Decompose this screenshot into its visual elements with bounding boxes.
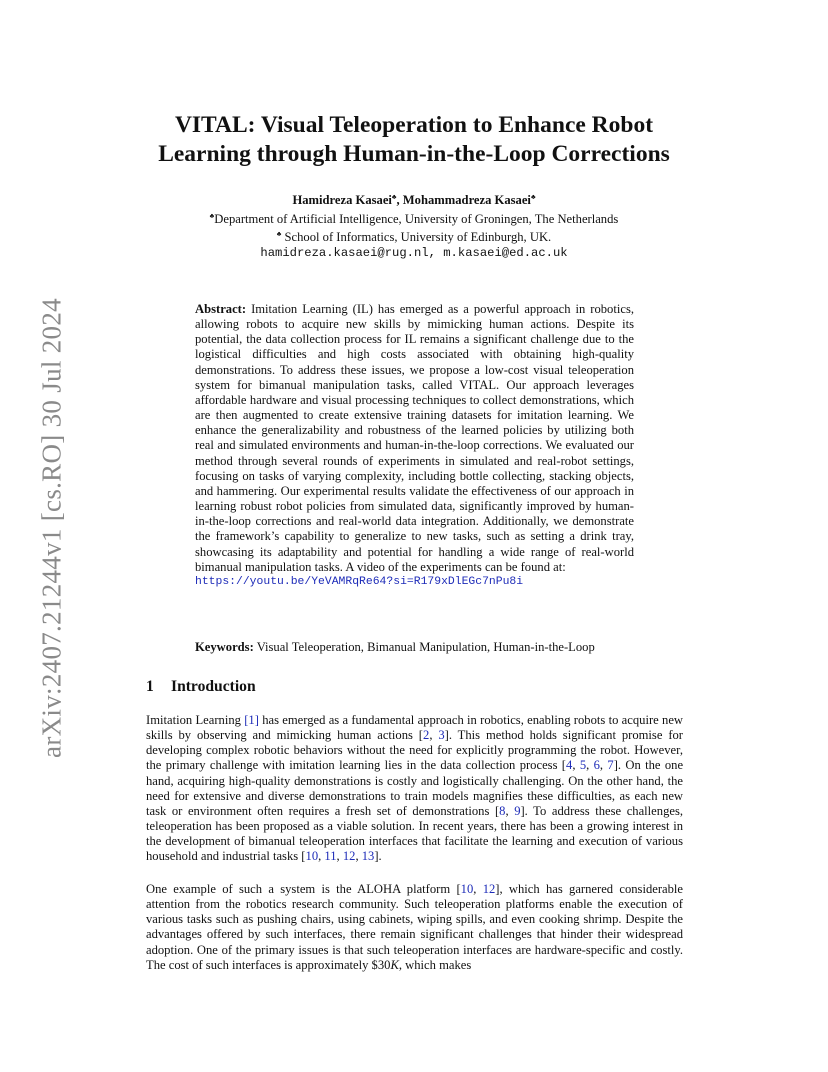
author-1: Hamidreza Kasaei bbox=[292, 193, 392, 207]
author-emails[interactable]: hamidreza.kasaei@rug.nl, m.kasaei@ed.ac.uk bbox=[260, 245, 568, 260]
keywords bbox=[195, 640, 655, 655]
paragraph-text: ]. To address these challenges, teleoperation has been proposed as a viable solution. In recent years, there has been a growing interest in the development of bimanual teleoperation interfaces that facilitate the learning and execution of various household and industrial tasks [ bbox=[146, 803, 684, 864]
paragraph-text: , bbox=[586, 758, 594, 773]
citation-link[interactable]: 8 bbox=[499, 803, 506, 818]
citation-link[interactable]: 3 bbox=[438, 728, 445, 743]
paper-title bbox=[120, 111, 708, 169]
citation-link[interactable]: 7 bbox=[607, 758, 614, 773]
affiliation-2-text: School of Informatics, University of Edinburgh, UK. bbox=[281, 230, 552, 245]
citation-link[interactable]: 12 bbox=[342, 849, 356, 864]
citation-link[interactable]: 10 bbox=[305, 849, 319, 864]
paragraph-text: , bbox=[505, 803, 515, 818]
video-link[interactable]: https://youtu.be/YeVAMRqRe64?si=R179xDlEGc7nPu8i bbox=[195, 575, 524, 588]
paragraph-text: has emerged as a fundamental approach in robotics, enabling robots to acquire new skills by observing and mimicking human actions [ bbox=[146, 713, 684, 743]
paragraph-text: , bbox=[355, 849, 362, 864]
intro-paragraph-2 bbox=[146, 882, 683, 973]
paragraph-text: , bbox=[318, 849, 325, 864]
title-line-1: VITAL: Visual Teleoperation to Enhance Robot bbox=[174, 112, 654, 138]
paragraph-text: ]. This method holds significant promise for developing complex robotic behaviors without the need for explicitly programming the robot. However, the primary challenge with imitation learning lies in the data collection process [ bbox=[146, 728, 684, 773]
citation-link[interactable]: 13 bbox=[361, 849, 375, 864]
author-2: Mohammadreza Kasaei bbox=[402, 193, 531, 207]
paragraph-text: Imitation Learning bbox=[146, 713, 245, 727]
paragraph-text: ]. bbox=[374, 849, 382, 864]
arxiv-identifier-stamp: arXiv:2407.21244v1 [cs.RO] 30 Jul 2024 bbox=[36, 298, 67, 758]
affiliation-mark: ♣ bbox=[209, 211, 215, 220]
citation-link[interactable]: 12 bbox=[482, 882, 496, 896]
paragraph-text: ], which has garnered considerable attention from the robotics research community. Such teleoperation platforms enable the execution of various tasks such as pushing chairs, using cabinets, wiping spills, and even cooking shrimp. Despite the advantages offered by such interfaces, there remain significant challenges that hinder their widespread adoption. One of the primary issues is that such teleoperation interfaces are hardware-specific and costly. The cost of such interfaces is approximately $30 bbox=[146, 882, 684, 972]
affiliation-2 bbox=[120, 227, 708, 246]
abstract-label: Abstract: bbox=[195, 302, 247, 316]
author-block bbox=[120, 190, 708, 261]
paragraph-text: , which makes bbox=[398, 957, 472, 972]
title-line-2: Learning through Human-in-the-Loop Corrections bbox=[158, 141, 670, 167]
paragraph-text: , bbox=[572, 758, 580, 773]
keywords-label: Keywords: bbox=[195, 640, 254, 654]
abstract-text: Imitation Learning (IL) has emerged as a powerful approach in robotics, allowing robots to acquire new skills by mimicking human actions. Despite its potential, the data collection process for IL remains a significant challenge due to the logistical difficulties and high costs associated with obtaining high-quality demonstrations. To address these issues, we propose a low-cost visual teleoperation system for bimanual manipulation tasks, called VITAL. Our approach leverages affordable hardware and visual processing techniques to collect demonstrations, which are then augmented to create extensive training datasets for imitation learning. We enhance the generalizability and robustness of the learned policies by utilizing both real and simulated environments and human-in-the-loop corrections. We evaluated our method through several rounds of experiments in simulated and real-robot settings, focusing on tasks of varying complexity, including bottle collecting, stacking objects, and hammering. Our experimental results validate the effectiveness of our approach in learning robust robot policies from simulated data, significantly improved by human-in-the-loop corrections and real-world data integration. Additionally, we demonstrate the framework’s capability to generalize to new tasks, such as setting a drink tray, showcasing its adaptability and potential for handling a wide range of real-world bimanual manipulation tasks. A video of the experiments can be found at: bbox=[195, 302, 634, 574]
intro-paragraph-1 bbox=[146, 713, 683, 865]
affiliation-mark: ♣ bbox=[530, 193, 536, 201]
keywords-text: Visual Teleoperation, Bimanual Manipulation, Human-in-the-Loop bbox=[256, 640, 595, 654]
citation-link[interactable]: 4 bbox=[566, 758, 573, 773]
citation-link[interactable]: [1] bbox=[244, 713, 259, 727]
affiliation-1-text: Department of Artificial Intelligence, University of Groningen, The Netherlands bbox=[214, 211, 619, 226]
paragraph-text: , bbox=[473, 882, 483, 896]
paragraph-text: , bbox=[599, 758, 608, 773]
citation-link[interactable]: 11 bbox=[324, 849, 337, 864]
paragraph-text: , bbox=[336, 849, 343, 864]
paragraph-text: , bbox=[429, 728, 439, 743]
citation-link[interactable]: 10 bbox=[460, 882, 474, 896]
affiliation-1 bbox=[120, 209, 708, 228]
section-number: 1 bbox=[146, 678, 154, 695]
paragraph-text: One example of such a system is the ALOHA platform [ bbox=[146, 882, 461, 896]
abstract bbox=[195, 302, 634, 590]
paragraph-text: ]. On the one hand, acquiring high-quality demonstrations is costly and logistically challenging. On the other hand, the need for extensive and diverse demonstrations to train models magnifies these difficulties, as each new task or environment often requires a fresh set of demonstrations [ bbox=[146, 758, 684, 818]
affiliation-mark: ♣ bbox=[276, 230, 282, 239]
author-names bbox=[120, 190, 708, 209]
affiliation-mark: ♣ bbox=[391, 193, 397, 201]
author-separator: , bbox=[396, 193, 403, 207]
citation-link[interactable]: 2 bbox=[423, 728, 430, 743]
section-title: Introduction bbox=[171, 678, 256, 695]
section-heading bbox=[146, 678, 256, 696]
math-symbol: K bbox=[390, 957, 399, 972]
citation-link[interactable]: 9 bbox=[514, 803, 521, 818]
citation-link[interactable]: 6 bbox=[593, 758, 600, 773]
citation-link[interactable]: 5 bbox=[579, 758, 587, 773]
